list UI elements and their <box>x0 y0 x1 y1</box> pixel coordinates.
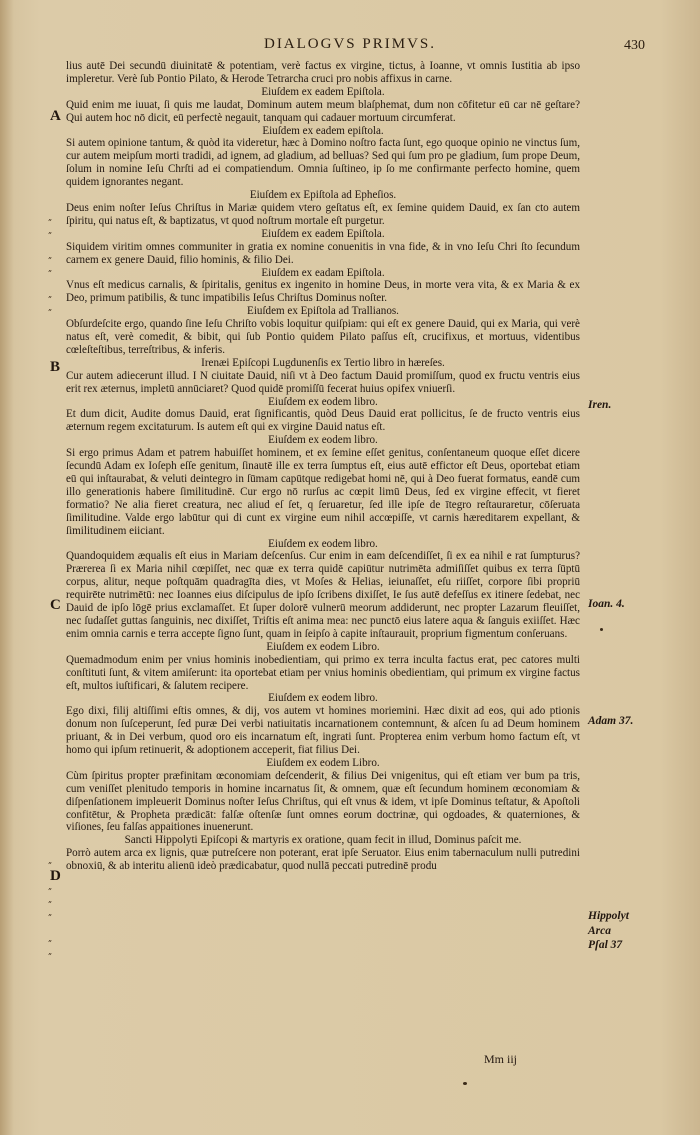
text-paragraph: Siquidem viritim omnes communiter in gratia ex nomine conuenitis in vna fide, & in vno Ieſu Chri ſto ſecundum carnem ex genere Dauid, filio hominis, & filio Dei. <box>66 240 580 266</box>
quote-mark-icon: „ <box>48 895 53 904</box>
text-paragraph: lius autē Dei secundū diuinitatē & potentiam, verè factus ex virgine, tictus, à Ioanne, vt omnis Iustitia ab ipso impleretur. Verè ſub Pontio Pilato, & Herode Tetrarcha cruci pro nobis affixus in carne. <box>66 60 580 85</box>
quote-mark-icon: „ <box>48 882 53 891</box>
section-heading: Eiuſdem ex eodem libro. <box>268 537 378 550</box>
text-paragraph: Vnus eſt medicus carnalis, & ſpiritalis, genitus ex ingenito in homine Deus, in morte vera vita, & ex Maria & ex Deo, primum patibilis, & tunc impatibilis Ieſus Chriſtus Dominus noſter. <box>66 279 580 305</box>
text-paragraph: Quandoquidem æqualis eſt eius in Mariam deſcenſus. Cur enim in eam deſcendiſſet, ſi ex ea nihil e rat ſumpturus? Prærerea ſi ex Maria nihil cœpiſſet, nec quæ ex terra quidē capiūtur nutrimēta admiſiſſet quibus ex terra ſūptū corpus, alitur, neque poſtquām quadragīta dies, vt Moſes & Helias, ieiunaſſet, eſu riiſſet, corpore ſibi propriū requirēte nutrimētū: nec Ioannes eius diſcipulus de ipſo ſcribens dixiſſet, Ie ſus autē defeſſus ex itinere ſedebat, nec Dauid de ipſo lōgē prius exclamaſſet. Et ſuper dolorē vulnerū meorum addiderunt, nec propter Lazarum fleuiſſet, nec ſudaſſet guttas ſanguinis, nec dixiſſet, Triſtis eſt anima mea: nec punctō eius latere aqua & ſanguis exiiſſet. Hæc enim omnia carnis e terra accepte ſigno ſunt, quam in ſeipſo à capite inſtaurauit, proprium figmentum conſeruans. <box>66 550 580 640</box>
margin-letter-d: D <box>50 868 61 884</box>
text-paragraph: Ego dixi, filij altiſſimi eſtis omnes, & dij, vos autem vt homines moriemini. Hæc dixit ad eos, qui ado ptionis donum non ſuſceperunt, ſed puræ Dei verbi natiuitatis incarnationem contemnunt, & aſcen ſu ad Deum hominem priuant, & in Dei verbum, quod oro eis incarnatum eſt, ingrati ſunt. Propterea enim verbum homo factum eſt, vt homo qui ipſum retinuerit, & adoptionem acceperit, fiat filius Dei. <box>66 705 580 757</box>
section-heading: Sancti Hippolyti Epiſcopi & martyris ex oratione, quam fecit in illud, Dominus paſcit me. <box>124 834 522 847</box>
quote-mark-icon: „ <box>48 947 53 956</box>
text-paragraph: Et dum dicit, Audite domus Dauid, erat ſignificantis, quòd Deus Dauid erat pollicitus, ſe de fructo ventris eius æternum regem excitaturum. Is autem eſt qui ex virgine Dauid natus eſt. <box>66 408 580 434</box>
section-heading: Eiuſdem ex eodem libro. <box>268 434 378 447</box>
section-heading: Eiuſdem ex eadem Epiſtola. <box>261 227 385 240</box>
section-heading: Eiuſdem ex eodem libro. <box>268 395 378 408</box>
text-paragraph: Quemadmodum enim per vnius hominis inobedientiam, qui primo ex terra inculta factus erat, pec catores multi conſtituti ſunt, & vitem amiſerunt: ita oportebat etiam per vnius hominis obedientiam, qui primum ex virgine factus eſt, multos iuſtificari, & ſalutem recipere. <box>66 653 580 692</box>
margin-note-hippolyt: Hippolyt <box>588 910 629 922</box>
text-paragraph: Quid enim me iuuat, ſi quis me laudat, Dominum autem meum blaſphemat, dum non cōfitetur eū car nē geſtare? Qui autem hoc nō dicit, eū perfectè negauit, tanquam qui cadauer mortuum circumferat. <box>66 98 580 124</box>
signature-mark: Mm iij <box>484 1052 518 1066</box>
section-heading: Eiuſdem ex eodem Libro. <box>266 756 380 769</box>
section-heading: Eiuſdem ex eadem epiſtola. <box>262 124 384 137</box>
text-paragraph: Si ergo primus Adam et patrem habuiſſet hominem, et ex ſemine eſſet genitus, conſentaneum quoque eſſet dicere ſecundū Adam ex Ioſeph eſſe genitum, ſinautē ille ex terra ſumptus eſt, eius autē effictor eſt Deus, oportebat etiam eū qui inſtaurabat, & veluti deintegro in ſūmam capūtque redigebat homi nē, qui à Deo fuerat formatus, eandē cum illo generationis habere ſimilitudinē. Cur ergo nō rurſus ac cœpit limū Deus, ſed ex virgine effecit, vt fieret formatio? Ne alia fieret creatura, nec aliud eſ ſet, q ſeruaretur, ſed ille ipſe de ītegro reſtauraretur, cōſeruata ſimilitudine. Valde ergo labūtur qui di cunt ex virgine eum nihil accœpiſſe, vt carnis hæreditarem expellant, & ſimilitudinem eiiciant. <box>66 447 580 537</box>
margin-note-psal: Pſal 37 <box>588 939 623 951</box>
quote-mark-icon: „ <box>48 213 53 222</box>
section-heading: Eiuſdem ex eodem Libro. <box>266 640 380 653</box>
ink-spot <box>600 628 603 631</box>
quote-mark-icon: „ <box>48 934 53 943</box>
running-head: DIALOGVS PRIMVS. <box>263 36 437 52</box>
margin-note-ioan: Ioan. 4. <box>588 598 625 610</box>
quote-mark-icon: „ <box>48 908 53 917</box>
text-paragraph: Deus enim noſter Ieſus Chriſtus in Mariæ quidem vtero geſtatus eſt, ex ſemine quidem Dauid, ex ſan cto autem ſpiritu, qui natus eſt, & baptizatus, vt quod noſtrum mortale eſt purgetur. <box>66 201 580 227</box>
section-heading: Eiuſdem ex eodem libro. <box>268 692 378 705</box>
text-paragraph: Cùm ſpiritus propter præfinitam œconomiam deſcenderit, & filius Dei vnigenitus, qui eſt etiam ver bum pa tris, cum veniſſet plenitudo temporis in homine incarnatus ſit, & omnem, quæ eſt ſecundum hominem œconomiam & diſpenſationem impleuerit Dominus noſter Ieſus Chriſtus, qui eſt vnus & idem, vt ipſe Dominus teſtatur, & Apoſtoli confitētur, & Propheta prædicāt: falſæ oſtenſæ ſunt omnes eorum doctrinæ, qui ogdoades, & quaterniones, & viſiones, ſeu falſas appaitiones inuenerunt. <box>66 769 580 834</box>
quote-mark-icon: „ <box>48 226 53 235</box>
section-heading: Eiuſdem ex Epiſtola ad Trallianos. <box>247 305 399 318</box>
margin-letter-a: A <box>50 108 61 124</box>
quote-mark-icon: „ <box>48 303 53 312</box>
margin-note-iren: Iren. <box>588 399 612 411</box>
margin-letter-c: C <box>50 597 61 613</box>
section-heading: Eiuſdem ex eadam Epiſtola. <box>261 266 385 279</box>
text-paragraph: Cur autem adiecerunt illud. I N ciuitate Dauid, niſi vt à Deo factum Dauid promiſſum, quod ex fructu ventris eius erit rex æternus, impletū annūciaret? Quod quidē promiſſū fecerat huius opifex vniuerſi. <box>66 369 580 395</box>
quote-mark-icon: „ <box>48 251 53 260</box>
quote-mark-icon: „ <box>48 264 53 273</box>
section-heading: Eiuſdem ex Epiſtola ad Epheſios. <box>249 189 397 202</box>
section-heading: Eiuſdem ex eadem Epiſtola. <box>261 85 385 98</box>
text-paragraph: Porrò autem arca ex lignis, quæ putreſcere non poterant, erat ipſe Seruator. Eius enim tabernaculum nulli putredini obnoxiū, & ab interitu alienū ideò prædicabatur, quod nullā peccati putredinē produ <box>66 847 580 873</box>
margin-note-arca: Arca <box>588 925 611 937</box>
section-heading: Irenæi Epiſcopi Lugdunenſis ex Tertio libro in hæreſes. <box>201 356 445 369</box>
main-text-block <box>66 60 580 873</box>
text-paragraph: Si autem opinione tantum, & quòd ita videretur, hæc à Domino noſtro facta ſunt, ego quoque opinio ne vinctus ſum, cur autem meipſum morti tradidi, ad ignem, ad gladium, ad belluas? Sed qui ſum pro pe gladium, ſum prope Deum, ſolum in nomine Ieſu Chrſti ad ei compatiendum. Omnia ſuſtineo, ip ſo me confirmante perfecto homine, quem quidem ignorantes negant. <box>66 137 580 189</box>
ink-spot <box>463 1082 467 1085</box>
quote-mark-icon: „ <box>48 290 53 299</box>
text-paragraph: Obſurdeſcite ergo, quando ſine Ieſu Chriſto vobis loquitur quiſpiam: qui eſt ex genere Dauid, qui ex Maria, qui verè natus eſt, verè comedit, & bibit, qui ſub Pontio quidem Pilato paſſus eſt, crucifixus, et mortuus, videntibus cœleſteſtibus, terreſtribus, & inferis. <box>66 318 580 356</box>
quote-mark-icon: „ <box>48 856 53 865</box>
folio-number: 430 <box>624 38 645 53</box>
margin-letter-b: B <box>50 359 61 375</box>
margin-note-adam: Adam 37. <box>588 715 634 727</box>
